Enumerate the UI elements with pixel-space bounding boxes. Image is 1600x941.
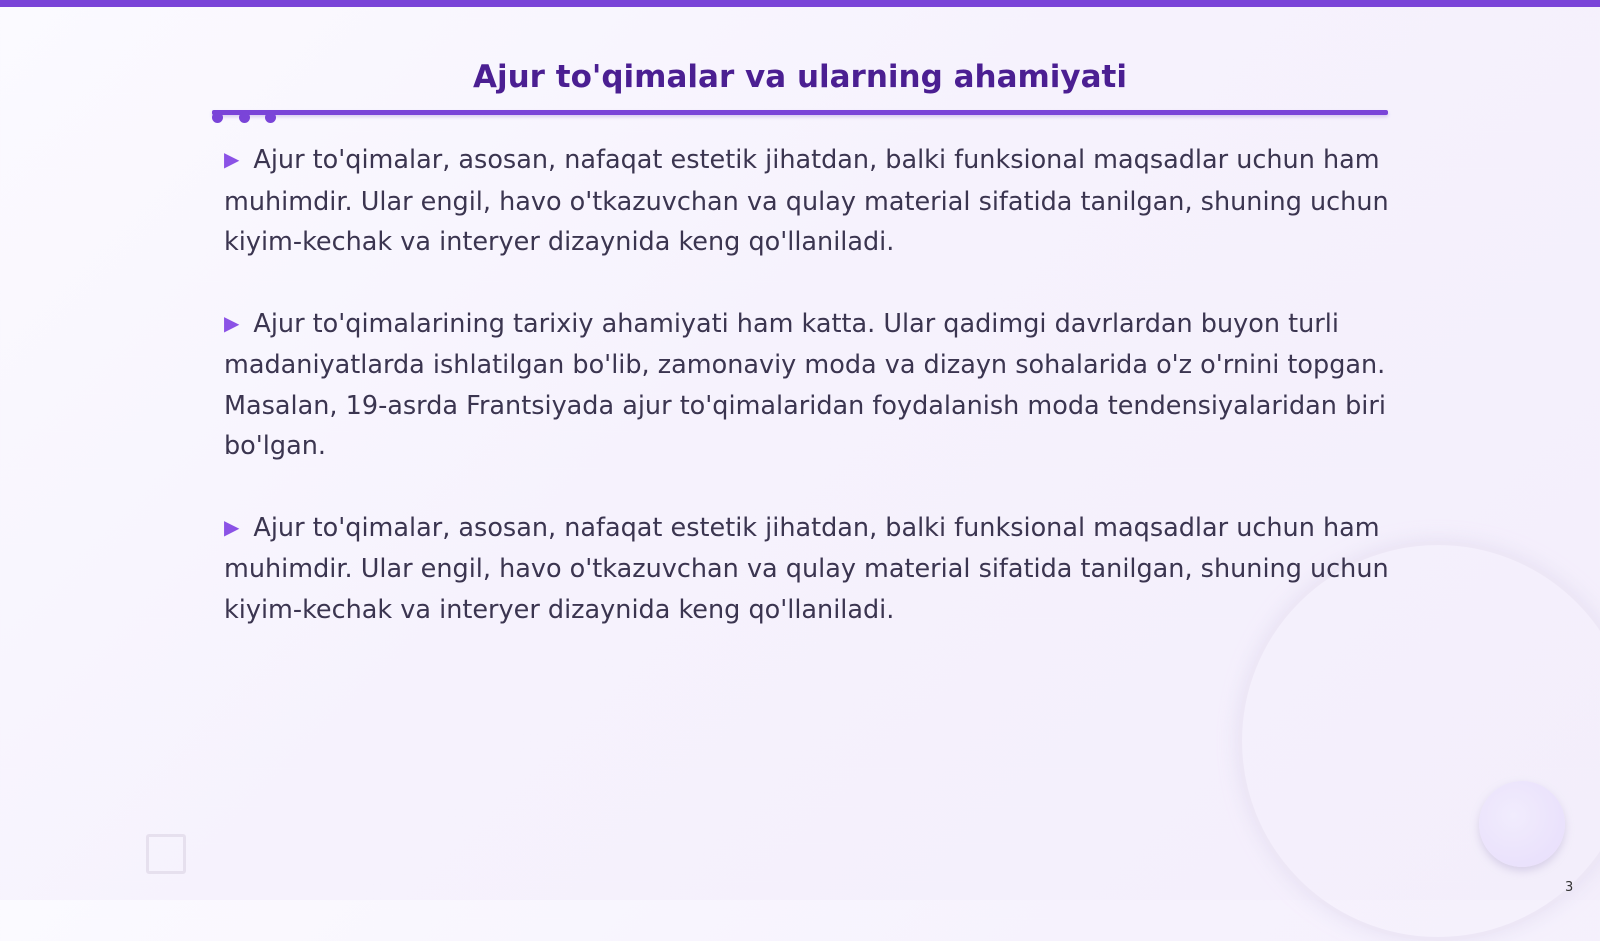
decorative-dot	[212, 112, 223, 123]
decorative-dot	[239, 112, 250, 123]
triangle-right-icon: ▶	[224, 310, 240, 335]
decorative-dot	[265, 112, 276, 123]
title-underline	[212, 110, 1388, 115]
triangle-right-icon: ▶	[224, 514, 240, 539]
triangle-right-icon: ▶	[224, 147, 240, 171]
bullet-text: Ajur to'qimalar, asosan, nafaqat estetik jihatdan, balki funksional maqsadlar uchun ham muhimdir. Ular engil, havo o'tkazuvchan va qulay material sifatida tanilgan, shuning uchun kiyim-kechak va interyer dizaynida keng qo'llaniladi.	[224, 145, 1389, 257]
bullet-item	[224, 304, 1394, 467]
bullet-list	[224, 140, 1394, 671]
bullet-item	[224, 508, 1394, 631]
decorative-square	[146, 834, 186, 874]
top-accent-bar	[0, 0, 1600, 7]
decorative-circle	[1479, 781, 1565, 867]
slide-title: Ajur to'qimalar va ularning ahamiyati	[472, 59, 1127, 95]
bullet-text: Ajur to'qimalarining tarixiy ahamiyati ham katta. Ular qadimgi davrlardan buyon turli madaniyatlarda ishlatilgan bo'lib, zamonaviy moda va dizayn sohalarida o'z o'rnini topgan. Masalan, 19-asrda Frantsiyada ajur to'qimalaridan foydalanish moda tendensiyalaridan biri bo'lgan.	[224, 308, 1386, 461]
bullet-item	[224, 140, 1394, 263]
bullet-text: Ajur to'qimalar, asosan, nafaqat estetik jihatdan, balki funksional maqsadlar uchun ham muhimdir. Ular engil, havo o'tkazuvchan va qulay material sifatida tanilgan, shuning uchun kiyim-kechak va interyer dizaynida keng qo'llaniladi.	[224, 512, 1389, 625]
page-number: 3	[1565, 880, 1574, 895]
